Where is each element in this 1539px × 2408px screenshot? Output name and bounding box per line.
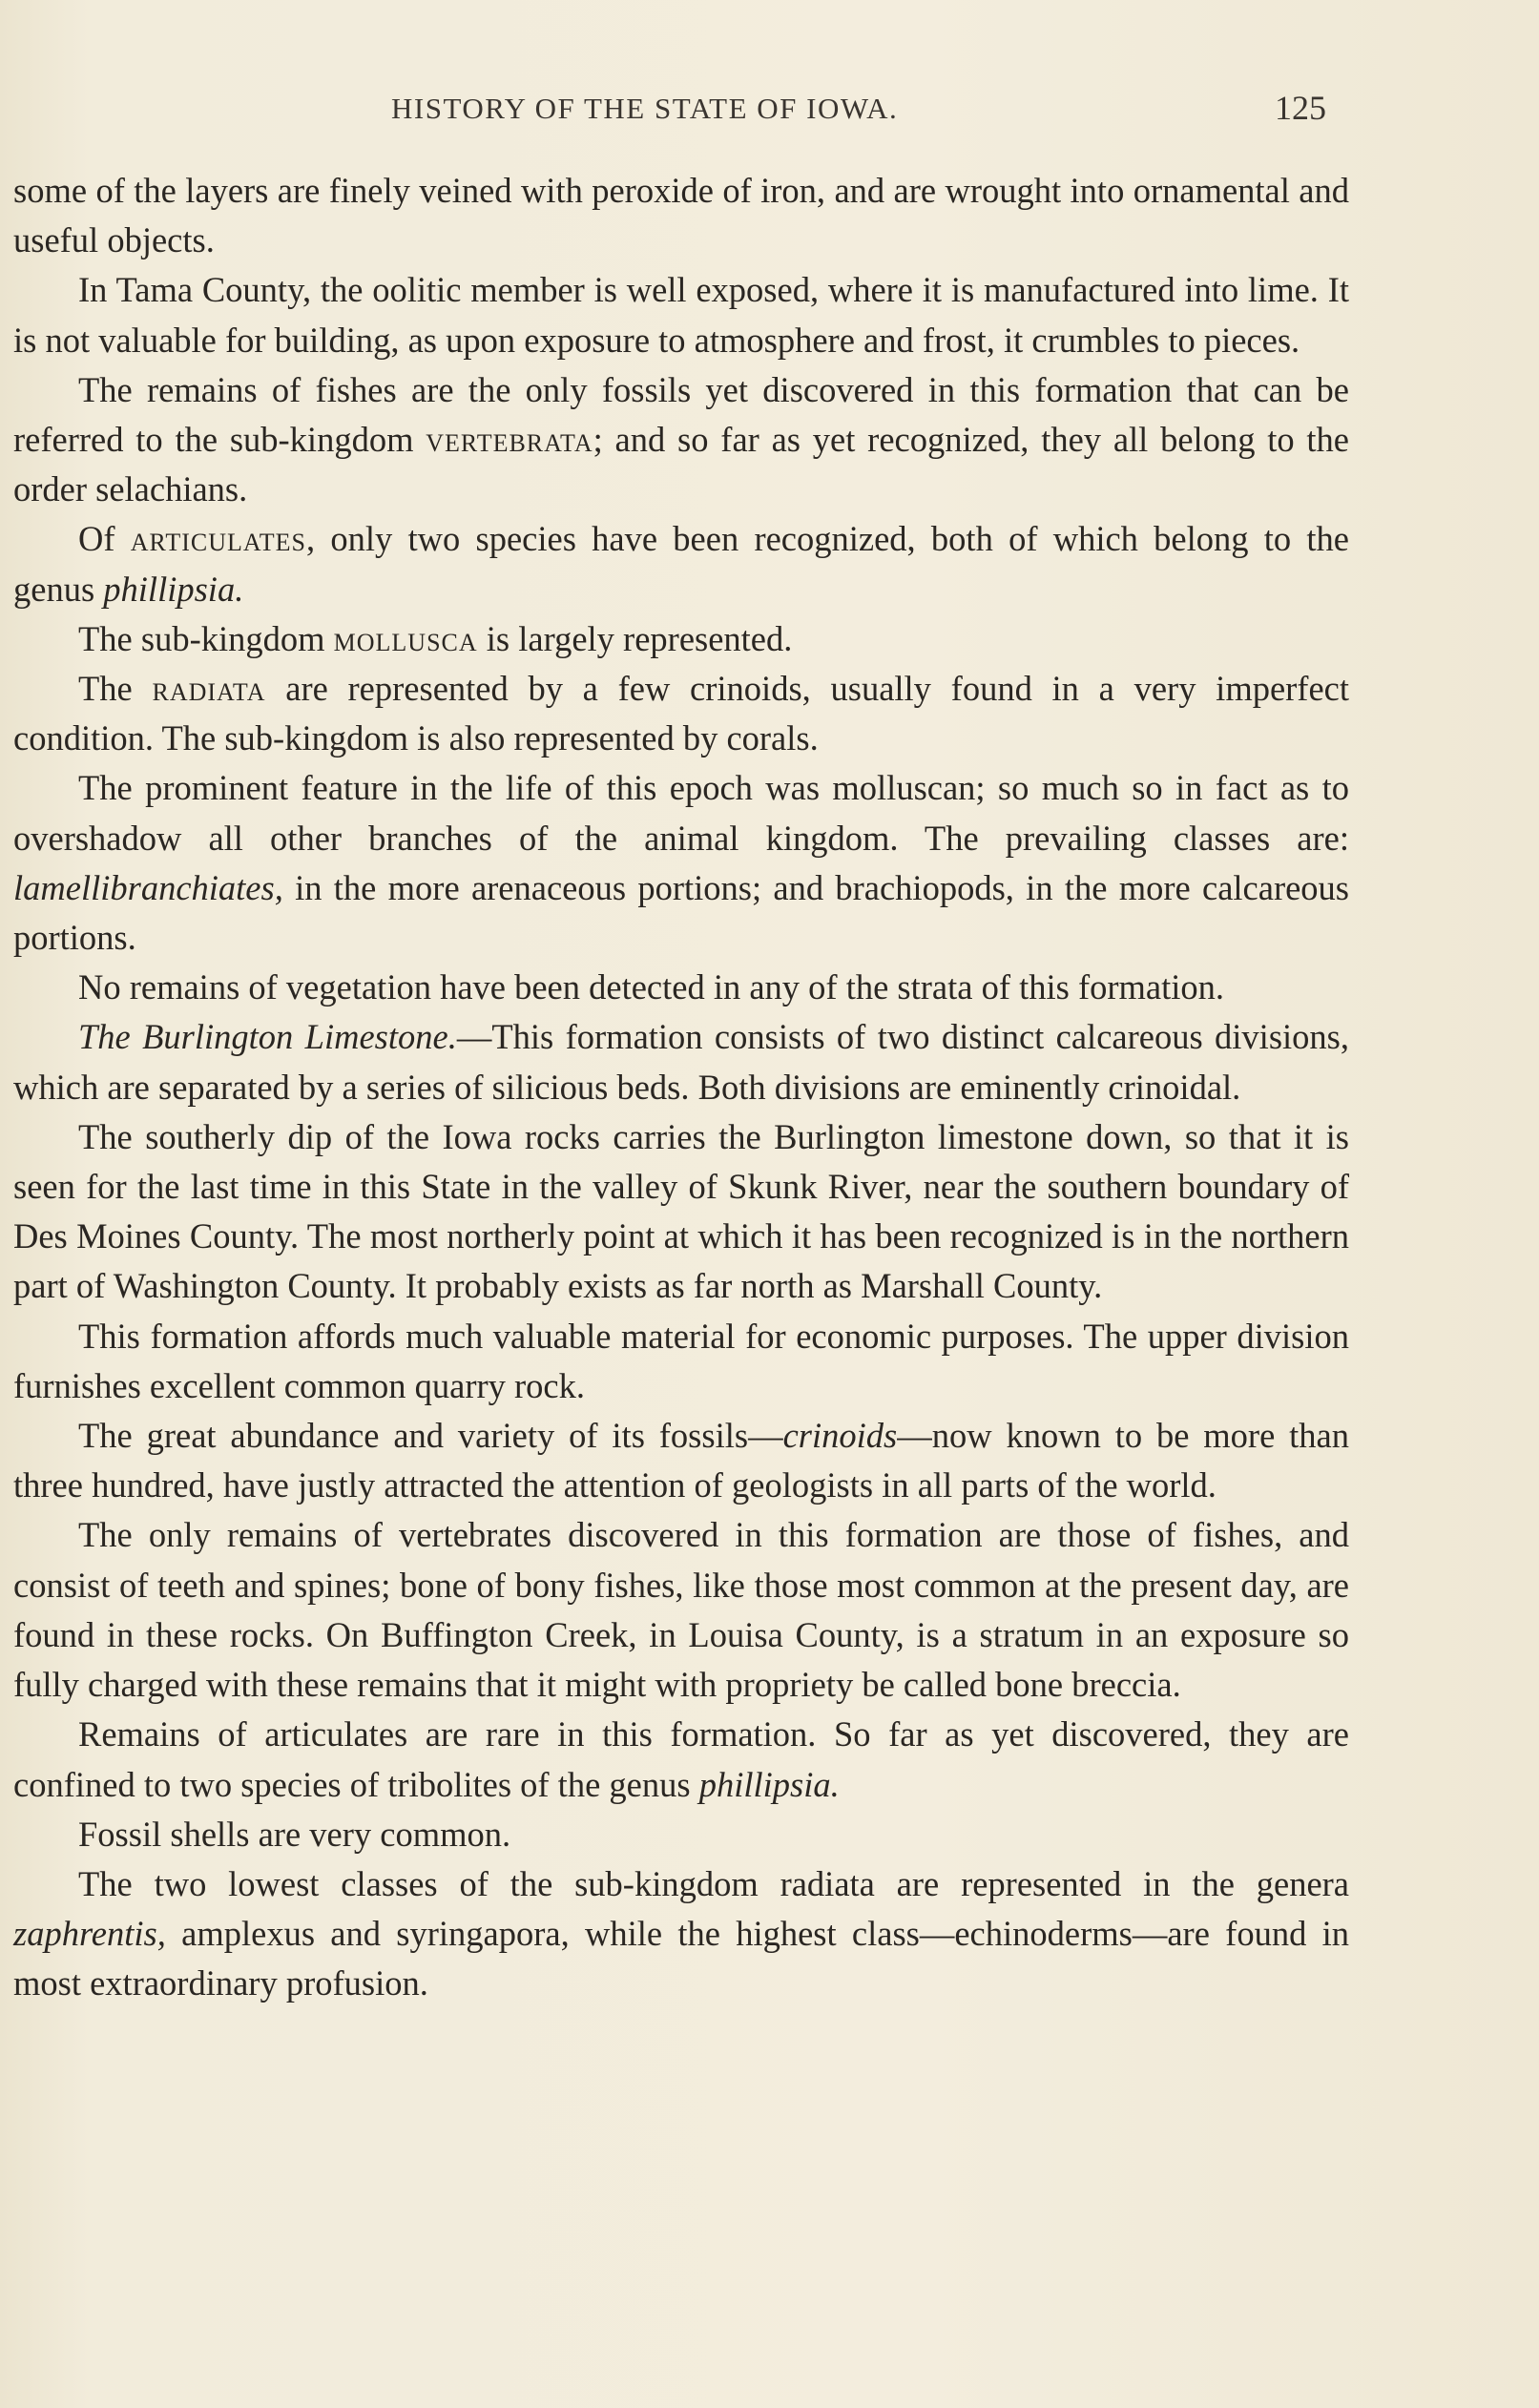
- small-caps-text: vertebrata: [426, 420, 593, 460]
- paragraph: Fossil shells are very common.: [78, 1814, 511, 1854]
- paragraph: Remains of articulates are rare in this formation. So far as yet discovered, they are confined to two species of tribolites of the genus phillipsia.: [13, 1714, 1349, 1804]
- paragraph: This formation affords much valuable material for economic purposes. The upper division furnishes excellent common quarry rock.: [13, 1316, 1349, 1405]
- small-caps-text: mollusca: [333, 618, 478, 658]
- paragraph: No remains of vegetation have been detected in any of the strata of this formation.: [78, 967, 1225, 1007]
- page-number: 125: [1275, 89, 1326, 127]
- paragraph: some of the layers are finely veined with peroxide of iron, and are wrought into ornamental and useful objects.: [13, 171, 1349, 260]
- paragraph: The only remains of vertebrates discovered in this formation are those of fishes, and consist of teeth and spines; bone of bony fishes, like those most common at the present day, are found in these rocks. On Buffington Creek, in Louisa County, is a stratum in an exposure so fully charged with these remains that it might with propriety be called bone breccia.: [13, 1515, 1349, 1705]
- running-title: HISTORY OF THE STATE OF IOWA.: [391, 92, 899, 125]
- paragraph: Of articulates, only two species have been recognized, both of which belong to the genus phillipsia.: [13, 519, 1349, 609]
- italic-text: lamellibranchiates,: [13, 867, 283, 907]
- italic-text: The Burlington Limestone.: [78, 1017, 457, 1057]
- paragraph: The southerly dip of the Iowa rocks carries the Burlington limestone down, so that it is seen for the last time in this State in the valley of Skunk River, near the southern boundary of Des Moines County. The most northerly point at which it has been recognized is in the northern part of Washington County. It probably exists as far north as Marshall County.: [13, 1116, 1349, 1306]
- paragraph: The prominent feature in the life of this epoch was molluscan; so much so in fact as to overshadow all other branches of the animal kingdom. The prevailing classes are: lamellibranchiates, in the more arenaceous portions; and brachiopods, in the more calcareous portions.: [13, 768, 1349, 958]
- paragraph: The great abundance and variety of its fossils—crinoids—now known to be more than three hundred, have justly attracted the attention of geologists in all parts of the world.: [13, 1416, 1349, 1505]
- paragraph: The radiata are represented by a few crinoids, usually found in a very imperfect condition. The sub-kingdom is also represented by corals.: [13, 669, 1350, 758]
- paragraph: The Burlington Limestone.—This formation consists of two distinct calcareous divisions, which are separated by a series of silicious beds. Both divisions are eminently crinoidal.: [13, 1017, 1349, 1107]
- italic-text: zaphrentis,: [13, 1914, 166, 1954]
- small-caps-text: articulates: [130, 519, 306, 559]
- small-caps-text: radiata: [152, 669, 266, 709]
- paragraph: The two lowest classes of the sub-kingdom radiata are represented in the genera zaphrentis, amplexus and syringapora, while the highest class—echinoderms—are found in most extraordinary profusion.: [13, 1863, 1349, 2003]
- body-text: [13, 166, 1349, 2009]
- italic-text: phillipsia.: [698, 1764, 840, 1804]
- italic-text: crinoids: [782, 1416, 898, 1456]
- paragraph: The sub-kingdom mollusca is largely represented.: [78, 618, 793, 658]
- paragraph: The remains of fishes are the only fossils yet discovered in this formation that can be referred to the sub-kingdom vertebrata; and so far as yet recognized, they all belong to the order selachians.: [13, 369, 1350, 509]
- italic-text: phillipsia.: [103, 569, 244, 609]
- paragraph: In Tama County, the oolitic member is well exposed, where it is manufactured into lime. It is not valuable for building, as upon exposure to atmosphere and frost, it crumbles to pieces.: [13, 270, 1349, 360]
